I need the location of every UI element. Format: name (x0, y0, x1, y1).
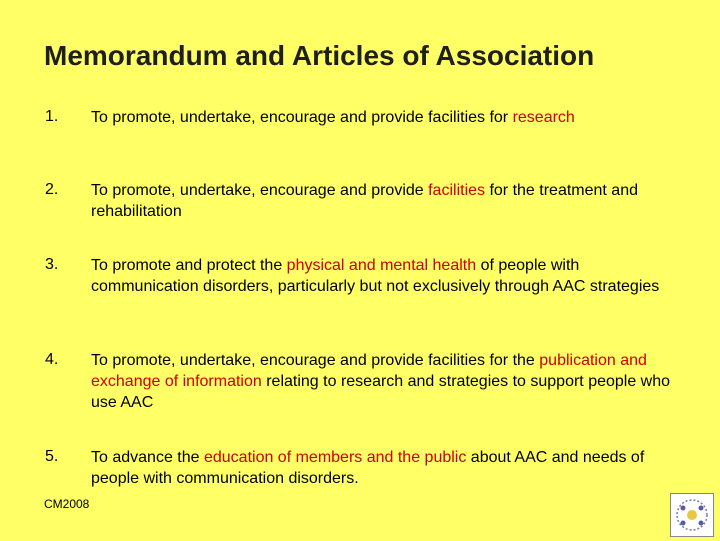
item-text-part: relating to research and strategies to support people who use AAC (91, 373, 671, 411)
item-number: 5. (45, 448, 59, 465)
item-highlight: education of members and the public (203, 449, 467, 466)
item-text-part: To promote, undertake, encourage and provide facilities for the (91, 352, 540, 369)
item-number: 1. (45, 108, 59, 125)
item-text-part: To promote, undertake, encourage and provide (91, 182, 429, 199)
item-text (91, 447, 691, 489)
item-text (91, 180, 691, 222)
item-text (91, 107, 691, 128)
logo (670, 493, 714, 537)
item-text-part: To advance the (91, 449, 204, 466)
item-highlight: publication and exchange of information (91, 352, 647, 390)
page-title: Memorandum and Articles of Association (44, 40, 595, 71)
item-text-part: To promote, undertake, encourage and provide facilities for (91, 109, 513, 126)
item-text (91, 255, 691, 297)
logo-icon (671, 494, 713, 536)
item-text-part: To promote and protect the (91, 257, 287, 274)
item-number: 3. (45, 256, 59, 273)
item-text (91, 350, 691, 413)
item-number: 2. (45, 181, 59, 198)
item-highlight: research (512, 109, 575, 126)
item-highlight: physical and mental health (286, 257, 477, 274)
item-number: 4. (45, 351, 59, 368)
item-highlight: facilities (428, 182, 486, 199)
footer-label: CM2008 (44, 497, 90, 511)
item-text-part: about AAC and needs of people with communication disorders. (91, 449, 645, 487)
item-text-part: of people with communication disorders, particularly but not exclusively through AAC strategies (91, 257, 660, 295)
item-text-part: for the treatment and rehabilitation (91, 182, 638, 220)
